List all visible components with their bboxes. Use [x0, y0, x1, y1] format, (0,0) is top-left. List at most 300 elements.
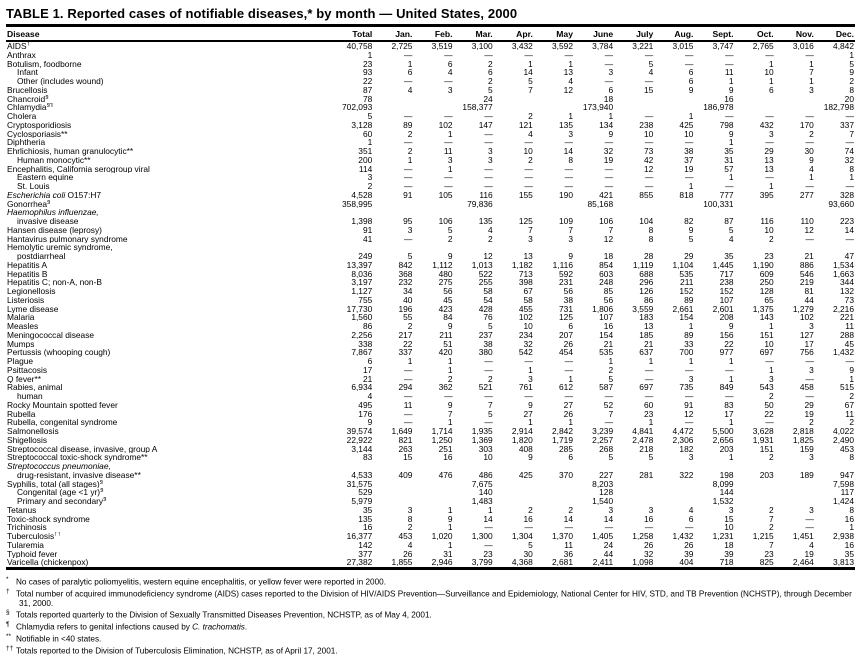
value-cell: 21 [362, 374, 373, 384]
value-cell: — [765, 418, 774, 427]
value-cell: 13,397 [346, 260, 373, 270]
value-cell: 798 [719, 120, 734, 130]
value-cell: — [604, 164, 614, 174]
value-cell [815, 462, 855, 471]
value-cell: 58 [483, 287, 493, 296]
value-cell: 612 [559, 383, 573, 392]
value-cell: 1,719 [552, 435, 573, 445]
value-cell: 542 [518, 348, 533, 357]
value-cell: 91 [684, 400, 694, 410]
value-cell: 1,250 [431, 435, 453, 445]
value-cell: 12 [603, 234, 614, 244]
table-row [6, 287, 855, 296]
value-cell: 3,128 [351, 120, 373, 130]
value-cell: — [564, 173, 573, 182]
column-header-may: May [534, 26, 574, 42]
value-cell: 2 [769, 234, 774, 244]
disease-name: Infant [17, 68, 38, 77]
value-cell: 3 [688, 453, 694, 462]
value-cell: 1 [488, 505, 493, 515]
value-cell: — [644, 374, 654, 384]
value-cell: 102 [438, 120, 453, 130]
value-cell: 1 [528, 365, 533, 375]
value-cell: 1,532 [712, 497, 734, 506]
value-cell: 13 [563, 68, 573, 77]
value-cell: 3 [688, 374, 694, 384]
value-cell: 543 [759, 383, 774, 392]
value-cell: 6 [568, 322, 573, 331]
value-cell: 3 [648, 505, 654, 515]
value-cell: 208 [719, 313, 734, 322]
table-row [6, 462, 855, 471]
value-cell: 849 [719, 383, 734, 392]
value-cell: 2,464 [792, 558, 814, 568]
value-cell: 1 [688, 322, 694, 331]
value-cell: 1,279 [792, 304, 814, 314]
value-cell: 2 [568, 505, 573, 515]
value-cell: 4 [407, 540, 413, 550]
disease-name: Congenital (age <1 yr)§ [17, 488, 104, 497]
value-cell [614, 103, 654, 112]
value-cell: — [404, 365, 413, 375]
value-cell: 1 [528, 418, 533, 427]
value-cell: 2 [528, 155, 533, 165]
value-cell: 453 [398, 532, 413, 541]
value-cell: 825 [759, 558, 774, 568]
value-cell [775, 200, 815, 209]
value-cell: 2 [407, 147, 413, 156]
value-cell: 322 [679, 470, 694, 480]
value-cell [574, 243, 614, 252]
value-cell: 2,725 [391, 41, 413, 51]
value-cell: 32 [844, 155, 854, 165]
value-cell: 116 [479, 190, 493, 200]
table-row [6, 523, 855, 532]
value-cell: 203 [719, 444, 734, 454]
disease-name: Hansen disease (leprosy) [7, 225, 102, 235]
value-cell: 8,099 [712, 479, 734, 489]
value-cell: 42 [643, 155, 654, 165]
disease-name: Rabies, animal [7, 383, 63, 392]
footnote: † Total number of acquired immunodeficiency syndrome (AIDS) cases reported to the Division of HIV/AIDS Prevention—Surveillance and Epidemiology, National Center for HIV, STD, and TB Prevention (NCHSTP), through December 31, 2000. [6, 587, 852, 608]
value-cell: — [644, 182, 654, 191]
value-cell: 1,112 [432, 260, 453, 270]
column-header-oct: Oct. [735, 26, 775, 42]
footnote-symbol: † [6, 587, 10, 595]
value-cell: 1 [849, 173, 854, 182]
value-cell: 1 [809, 59, 814, 69]
value-cell: 11 [845, 322, 854, 331]
value-cell: 14 [563, 147, 573, 156]
value-cell [775, 462, 815, 471]
value-cell: 2,946 [431, 558, 453, 568]
value-cell: — [564, 365, 573, 375]
value-cell [694, 243, 734, 252]
value-cell: 370 [559, 470, 573, 480]
value-cell: 842 [398, 260, 413, 270]
value-cell: 4,368 [511, 558, 533, 568]
value-cell: — [564, 50, 573, 60]
value-cell: 6,934 [351, 383, 373, 392]
value-cell: 1,304 [511, 532, 533, 541]
value-cell [775, 95, 815, 104]
value-cell: 54 [483, 295, 493, 305]
value-cell [373, 208, 413, 217]
value-cell: 105 [438, 190, 453, 200]
value-cell: 9 [447, 514, 453, 524]
value-cell: 19 [603, 155, 614, 165]
value-cell: 688 [639, 269, 654, 279]
table-row [6, 86, 855, 95]
value-cell: 144 [719, 488, 734, 497]
value-cell: 6 [568, 453, 573, 462]
value-cell [413, 200, 453, 209]
value-cell: 10 [764, 339, 774, 349]
value-cell: 9 [728, 85, 734, 95]
value-cell: 9 [608, 129, 614, 139]
value-cell: 41 [362, 234, 373, 244]
value-cell: — [805, 112, 814, 121]
value-cell: 480 [438, 269, 453, 279]
value-cell: 2 [849, 418, 854, 427]
value-cell: — [604, 523, 614, 532]
value-cell: 3,432 [511, 41, 533, 51]
value-cell: 275 [438, 278, 453, 287]
value-cell: 83 [724, 400, 734, 410]
disease-name: Human monocytic** [17, 155, 91, 165]
value-cell: 10 [724, 523, 734, 532]
value-cell: — [404, 138, 413, 147]
value-cell: — [484, 540, 493, 550]
value-cell [309, 208, 373, 217]
value-cell: 23 [643, 409, 654, 419]
value-cell: 154 [679, 313, 694, 322]
value-cell: — [524, 50, 533, 60]
column-header-dec: Dec. [815, 26, 855, 42]
value-cell: 1,405 [592, 532, 614, 541]
value-cell [815, 208, 855, 217]
value-cell: 1 [769, 322, 774, 331]
value-cell: 26 [563, 409, 573, 419]
value-cell: — [845, 234, 854, 244]
value-cell: 1,231 [712, 532, 734, 541]
value-cell: 2 [407, 523, 413, 532]
value-cell: 15 [643, 85, 654, 95]
value-cell [775, 488, 815, 497]
value-cell: 211 [439, 330, 453, 340]
value-cell: 31 [724, 155, 734, 165]
value-cell: 221 [840, 313, 854, 322]
disease-name: Typhoid fever [7, 549, 58, 559]
value-cell: — [765, 50, 774, 60]
value-cell: 421 [599, 190, 614, 200]
disease-name: Hepatitis C; non-A, non-B [7, 278, 102, 287]
value-cell: — [805, 182, 814, 191]
value-cell: — [524, 138, 533, 147]
value-cell: 200 [358, 155, 373, 165]
value-cell: 409 [398, 470, 413, 480]
value-cell: 249 [358, 252, 373, 261]
value-cell: 23 [764, 549, 774, 559]
value-cell: 6 [608, 85, 614, 95]
value-cell: 21 [643, 339, 654, 349]
disease-name: human [17, 392, 43, 401]
value-cell: 3 [367, 173, 373, 182]
value-cell: 1 [648, 418, 654, 427]
value-cell: — [404, 164, 413, 174]
value-cell: 35 [724, 147, 734, 156]
value-cell: 8,203 [592, 479, 614, 489]
value-cell: 1,190 [752, 260, 774, 270]
value-cell: 21 [804, 252, 814, 261]
table-row [6, 410, 855, 419]
value-cell: — [725, 392, 734, 401]
value-cell: 1,013 [471, 260, 493, 270]
value-cell: 404 [679, 558, 694, 568]
value-cell: 7 [769, 514, 774, 524]
value-cell: 203 [759, 470, 774, 480]
disease-name: Rubella [7, 409, 36, 419]
value-cell: 47 [844, 252, 854, 261]
value-cell: 2 [769, 523, 774, 532]
value-cell: — [604, 173, 614, 182]
value-cell: — [484, 182, 493, 191]
disease-name: drug-resistant, invasive disease** [17, 470, 141, 480]
disease-name: Plague [7, 357, 34, 366]
value-cell: — [644, 392, 654, 401]
disease-name: Eastern equine [17, 173, 74, 182]
value-cell: 135 [478, 217, 493, 226]
table-row [6, 60, 855, 69]
value-cell: 12 [804, 225, 814, 235]
value-cell: — [404, 374, 413, 384]
column-header-total: Total [309, 26, 373, 42]
value-cell: 22 [764, 409, 774, 419]
value-cell: 22 [403, 339, 413, 349]
value-cell: 156 [719, 330, 734, 340]
value-cell: 74 [844, 147, 854, 156]
value-cell: 81 [804, 287, 814, 296]
disease-name: Hepatitis A [7, 260, 48, 270]
value-cell: 65 [764, 295, 774, 305]
value-cell: — [685, 59, 694, 69]
value-cell: 86 [362, 322, 373, 331]
value-cell: 2,411 [592, 558, 614, 568]
value-cell: 87 [724, 217, 734, 226]
value-cell: 821 [398, 435, 413, 445]
value-cell: 5 [648, 59, 654, 69]
value-cell: 281 [639, 470, 654, 480]
value-cell: 5 [528, 77, 533, 86]
value-cell: — [805, 50, 814, 60]
disease-name: postdiarrheal [17, 252, 66, 261]
value-cell: 603 [599, 269, 614, 279]
value-cell: — [404, 234, 413, 244]
value-cell: — [404, 409, 413, 419]
disease-name: Gonorrhea§ [7, 199, 51, 209]
value-cell: 3 [728, 505, 734, 515]
value-cell: — [444, 112, 453, 121]
value-cell: 1 [447, 164, 453, 174]
value-cell: 3 [407, 505, 413, 515]
value-cell [494, 488, 534, 497]
value-cell: 10 [523, 322, 533, 331]
value-cell: 362 [438, 383, 453, 392]
value-cell: 56 [563, 287, 573, 296]
value-cell: — [644, 173, 654, 182]
value-cell: — [725, 50, 734, 60]
value-cell: 2 [528, 505, 533, 515]
value-cell: 3 [769, 129, 774, 139]
table-row [6, 445, 855, 454]
value-cell: 5,979 [351, 497, 373, 506]
table-body [6, 41, 855, 569]
value-cell: 182,798 [823, 103, 854, 112]
value-cell: 73 [844, 295, 854, 305]
value-cell: 44 [603, 549, 614, 559]
value-cell: 152 [679, 287, 694, 296]
value-cell: 128 [599, 488, 614, 497]
value-cell: 39 [724, 549, 734, 559]
value-cell: 1,104 [672, 260, 694, 270]
value-cell: 886 [799, 260, 814, 270]
value-cell: 947 [840, 470, 854, 480]
value-cell: 58 [523, 295, 533, 305]
value-cell: 3,197 [351, 278, 373, 287]
value-cell: 2 [407, 129, 413, 139]
table-row [6, 138, 855, 147]
value-cell: 2,914 [511, 427, 533, 436]
value-cell: 263 [398, 444, 413, 454]
value-cell: 7 [849, 129, 854, 139]
value-cell: 285 [559, 444, 573, 454]
table-header-row [6, 26, 855, 42]
value-cell: 31,575 [346, 479, 373, 489]
value-cell [654, 208, 694, 217]
value-cell: 151 [759, 330, 774, 340]
value-cell: 713 [518, 269, 533, 279]
value-cell: — [685, 365, 694, 375]
value-cell: 344 [840, 278, 854, 287]
value-cell: 1,649 [391, 427, 413, 436]
value-cell: 3 [568, 234, 573, 244]
value-cell: 1 [608, 357, 614, 366]
value-cell: — [604, 59, 614, 69]
value-cell: 2,257 [592, 435, 614, 445]
value-cell: 12 [563, 85, 573, 95]
value-cell: — [404, 182, 413, 191]
value-cell: 110 [800, 217, 814, 226]
value-cell: 93,660 [828, 199, 854, 209]
disease-name: Varicella (chickenpox) [7, 558, 89, 568]
value-cell: 6 [447, 59, 453, 69]
value-cell: 16 [603, 322, 614, 331]
value-cell [373, 243, 413, 252]
value-cell: 8 [407, 514, 413, 524]
value-cell: 159 [799, 444, 814, 454]
value-cell: 535 [679, 269, 694, 279]
value-cell [534, 208, 574, 217]
disease-name: Primary and secondary§ [17, 497, 107, 506]
value-cell: 16 [724, 94, 734, 104]
value-cell: 248 [599, 278, 614, 287]
value-cell [454, 462, 494, 471]
table-row [6, 427, 855, 436]
value-cell: 1 [849, 374, 854, 384]
value-cell: 515 [840, 383, 854, 392]
value-cell: 11 [724, 68, 734, 77]
value-cell: 154 [599, 330, 614, 340]
value-cell: 39,574 [346, 427, 373, 436]
value-cell: 83 [362, 453, 373, 462]
value-cell: 5,500 [712, 427, 734, 436]
value-cell: 1,855 [391, 558, 413, 568]
value-cell: 9 [367, 418, 373, 427]
value-cell: 1,370 [552, 532, 573, 541]
value-cell [735, 480, 775, 489]
value-cell: 9 [728, 129, 734, 139]
value-cell: 73 [643, 147, 654, 156]
value-cell: 67 [523, 287, 533, 296]
value-cell: 761 [518, 383, 533, 392]
value-cell: — [564, 357, 573, 366]
value-cell: 9 [688, 225, 694, 235]
value-cell: — [404, 50, 413, 60]
value-cell: 114 [358, 164, 373, 174]
value-cell: 26 [563, 339, 573, 349]
value-cell: — [845, 112, 854, 121]
value-cell [654, 200, 694, 209]
value-cell: 2 [769, 505, 774, 515]
value-cell: — [444, 173, 453, 182]
table-row [6, 480, 855, 489]
value-cell: 3,592 [552, 41, 573, 51]
table-row [6, 471, 855, 480]
value-cell: 23 [362, 59, 373, 69]
value-cell: 454 [559, 348, 573, 357]
value-cell [373, 497, 413, 506]
value-cell: 128 [759, 287, 774, 296]
disease-name: Malaria [7, 313, 35, 322]
value-cell: 4 [728, 234, 734, 244]
value-cell: 5 [608, 374, 614, 384]
table-row [6, 261, 855, 270]
value-cell: 1,432 [833, 348, 854, 357]
table-row [6, 532, 855, 541]
disease-name: Streptococcal disease, invasive, group A [7, 444, 158, 454]
table-row [6, 392, 855, 401]
value-cell: 2 [367, 182, 373, 191]
disease-name: St. Louis [17, 182, 50, 191]
value-cell [735, 497, 775, 506]
value-cell: 35 [844, 549, 854, 559]
value-cell: 535 [599, 348, 614, 357]
value-cell: 93 [362, 68, 373, 77]
value-cell: 56 [443, 287, 453, 296]
value-cell [654, 462, 694, 471]
value-cell: 1 [728, 357, 734, 366]
value-cell: — [564, 164, 573, 174]
value-cell: 34 [403, 287, 413, 296]
value-cell: 1 [447, 540, 453, 550]
value-cell: 60 [643, 400, 654, 410]
value-cell: 700 [679, 348, 694, 357]
value-cell: 425 [518, 470, 533, 480]
disease-name: Cyclosporiasis** [7, 129, 68, 139]
value-cell: 31 [443, 549, 453, 559]
value-cell: 3,519 [431, 41, 453, 51]
value-cell [494, 200, 534, 209]
